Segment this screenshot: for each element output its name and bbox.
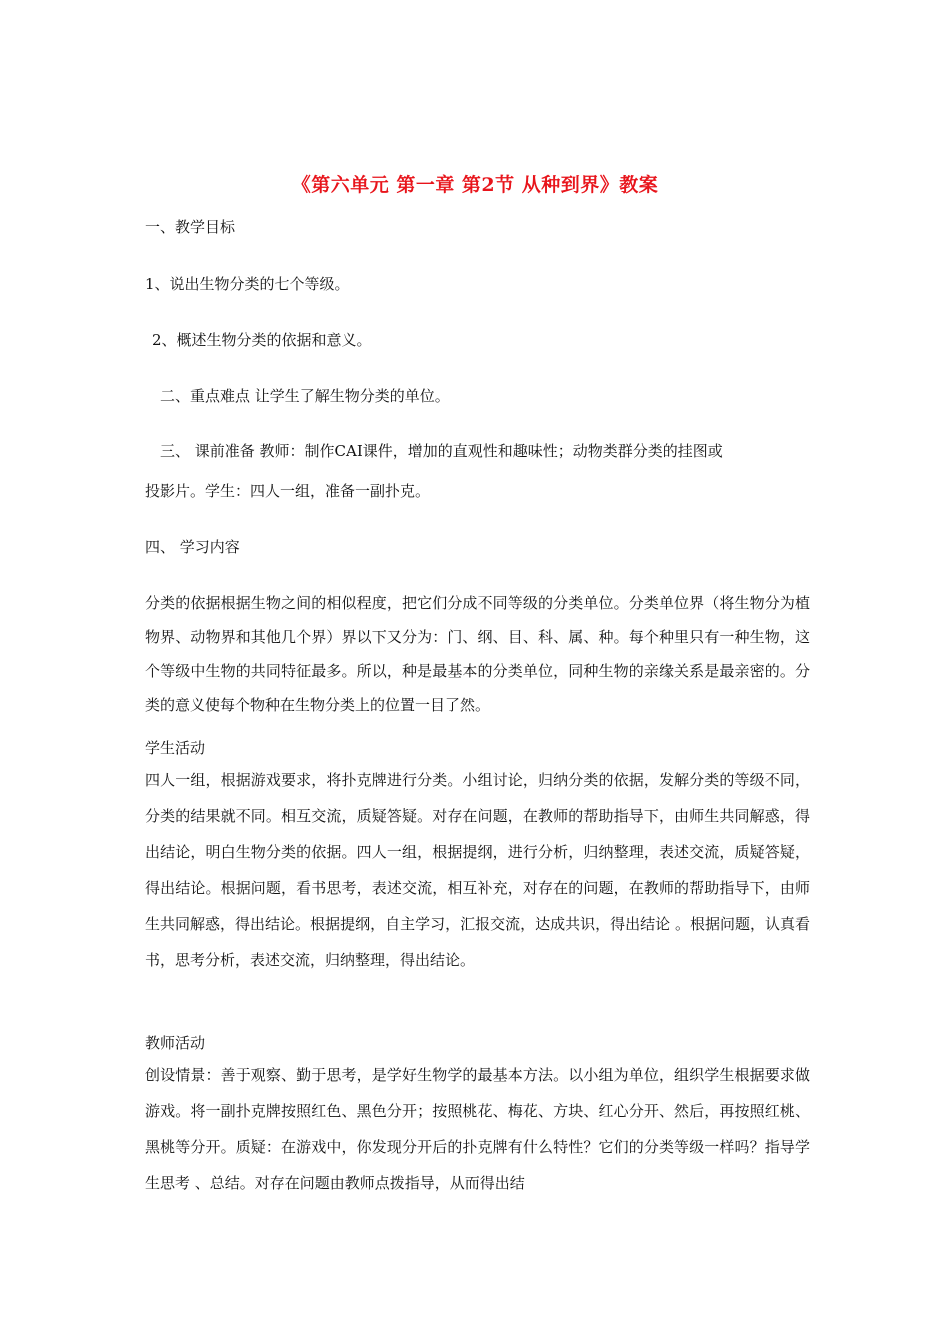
prep-line-2: 投影片。学生：四人一组，准备一副扑克。 xyxy=(145,482,431,500)
objective-1: 1、说出生物分类的七个等级。 xyxy=(145,275,350,293)
content-heading: 四、 学习内容 xyxy=(145,538,240,556)
key-points: 二、重点难点 让学生了解生物分类的单位。 xyxy=(160,387,450,405)
objectives-heading: 一、教学目标 xyxy=(145,218,236,236)
content-paragraph: 分类的依据根据生物之间的相似程度，把它们分成不同等级的分类单位。分类单位界（将生物分为植物界、动物界和其他几个界）界以下又分为：门、纲、目、科、属、种。每个种里只有一种生物，这个等级中生物的共同特征最多。所以，种是最基本的分类单位，同种生物的亲缘关系是最亲密的。分类的意义使每个物种在生物分类上的位置一目了然。 xyxy=(145,594,810,714)
teacher-activity-label: 教师活动 xyxy=(145,1034,206,1052)
prep-line-1: 三、 课前准备 教师：制作CAI课件，增加的直观性和趣味性；动物类群分类的挂图或 xyxy=(160,442,723,460)
objective-2: 2、概述生物分类的依据和意义。 xyxy=(152,331,372,349)
student-activity-paragraph: 四人一组，根据游戏要求，将扑克牌进行分类。小组讨论，归纳分类的依据，发解分类的等级不同，分类的结果就不同。相互交流，质疑答疑。对存在问题，在教师的帮助指导下，由师生共同解惑，得出结论，明白生物分类的依据。四人一组，根据提纲，进行分析，归纳整理，表述交流，质疑答疑，得出结论。根据问题，看书思考，表述交流，相互补充，对存在的问题，在教师的帮助指导下，由师生共同解惑，得出结论。根据提纲，自主学习，汇报交流，达成共识，得出结论 。根据问题，认真看书，思考分析，表述交流，归纳整理，得出结论。 xyxy=(145,771,810,969)
document-title: 《第六单元 第一章 第2节 从种到界》教案 xyxy=(291,174,659,196)
student-activity-label: 学生活动 xyxy=(145,739,206,757)
teacher-activity-paragraph: 创设情景：善于观察、勤于思考，是学好生物学的最基本方法。以小组为单位，组织学生根据要求做游戏。将一副扑克牌按照红色、黑色分开；按照桃花、梅花、方块、红心分开、然后，再按照红桃、黑桃等分开。质疑：在游戏中，你发现分开后的扑克牌有什么特性？它们的分类等级一样吗？指导学生思考 、总结。对存在问题由教师点拨指导，从而得出结 xyxy=(145,1066,810,1192)
